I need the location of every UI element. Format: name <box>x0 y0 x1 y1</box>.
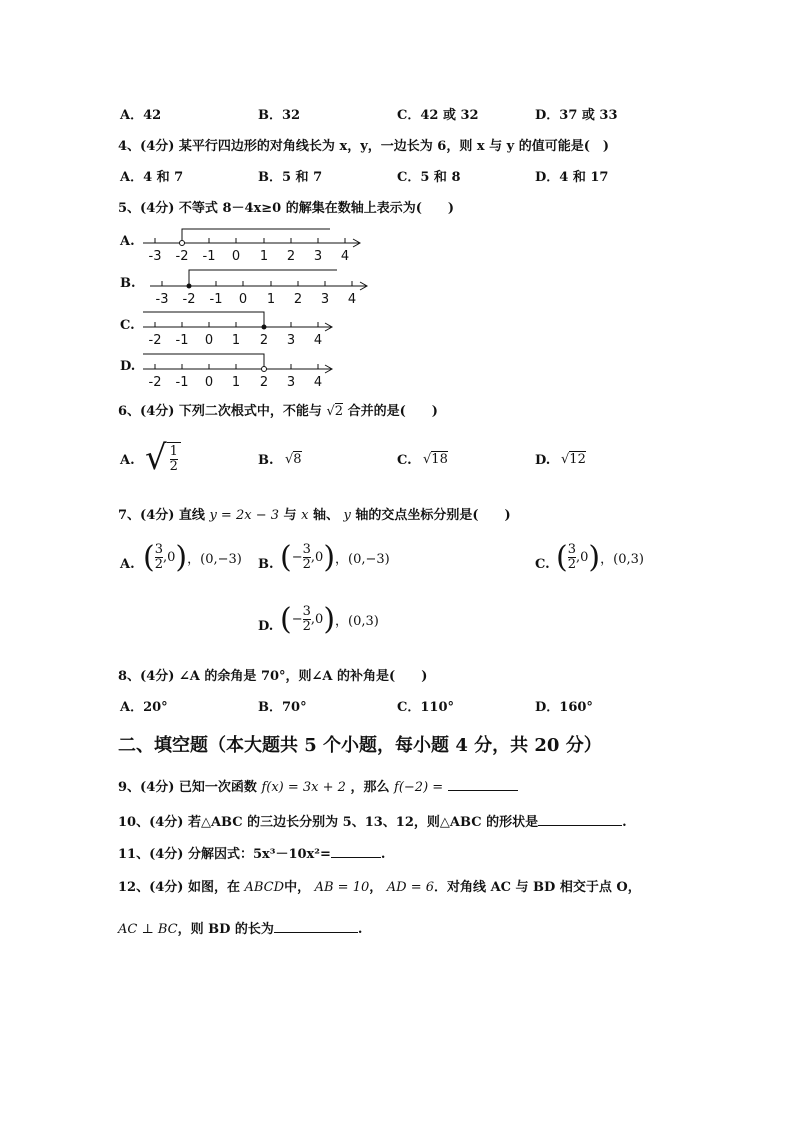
q7-label-a: A. <box>120 557 135 572</box>
tick-label: 1 <box>259 249 269 264</box>
q6-a-denominator: 2 <box>169 459 178 474</box>
q12-post1: ，则 BD 的长为 <box>177 922 274 937</box>
q6-stem-pre: 6、(4分) 下列二次根式中，不能与 <box>118 404 322 419</box>
q6-option-d: √12 <box>561 452 586 467</box>
q8-stem: 8、(4分) ∠A 的余角是 70°，则∠A 的补角是( ) <box>118 669 428 684</box>
q12-ab: AB = 10 <box>314 880 370 895</box>
q3-option-b: B．32 <box>258 108 301 123</box>
frac-num: 3 <box>567 542 576 557</box>
q4-option-a: A．4 和 7 <box>120 170 184 185</box>
tick-label: 3 <box>286 333 296 348</box>
q7-stem-post: 轴的交点坐标分别是( ) <box>355 508 511 523</box>
q8-option-b: B．70° <box>258 700 307 715</box>
q6-stem-radicand: 2 <box>334 404 344 419</box>
q5-stem: 5、(4分) 不等式 8－4x≥0 的解集在数轴上表示为( ) <box>118 201 455 216</box>
tick-label: 0 <box>204 333 214 348</box>
q7-zero: ,0 <box>310 550 324 565</box>
q7-option-c: ( $\frac{3}{2}$ ,0 ) ，(0,3) <box>556 540 644 575</box>
q6-option-a: √ $\frac{1}{2}$ <box>145 438 181 478</box>
q7-zero: ,0 <box>163 550 176 565</box>
q12-mid1: 中， <box>284 880 311 895</box>
q7-option-a: ( $\frac{3}{2}$ ,0 ) ，(0,−3) <box>143 540 242 575</box>
q7-label-b: B. <box>258 557 274 572</box>
q7-stem-mid1: 与 <box>283 508 297 523</box>
frac-den: 2 <box>302 557 311 572</box>
q6-label-d: D. <box>535 453 551 468</box>
tick-label: 3 <box>320 292 330 307</box>
q4-stem: 4、(4分) 某平行四边形的对角线长为 x，y，一边长为 6，则 x 与 y 的值可能是( ) <box>118 139 610 154</box>
q6-label-c: C. <box>397 453 412 468</box>
number-line-b <box>147 267 377 307</box>
q12-acbc: AC ⊥ BC <box>118 922 178 937</box>
q6-d-radicand: 12 <box>569 452 586 467</box>
tick-label: -1 <box>209 292 223 307</box>
q7-a-point: ，(0,−3) <box>187 552 242 567</box>
q6-option-b: √8 <box>285 452 302 467</box>
tick-label: -2 <box>148 333 162 348</box>
frac-den: 2 <box>154 557 163 572</box>
tick-label: -2 <box>175 249 189 264</box>
q7-equation: y = 2x − 3 <box>209 508 279 523</box>
q6-label-b: B. <box>258 453 274 468</box>
q12-answer-blank[interactable] <box>274 918 358 933</box>
q7-x: x <box>301 508 309 523</box>
number-line-c <box>140 308 340 348</box>
q12-abcd: ABCD <box>244 880 285 895</box>
q4-option-c: C．5 和 8 <box>397 170 461 185</box>
q12-pre: 12、(4分) 如图，在 <box>118 880 240 895</box>
q12-ad: AD = 6 <box>386 880 435 895</box>
tick-label: 3 <box>313 249 323 264</box>
frac-num: 3 <box>302 604 311 619</box>
q9-pre: 9、(4分) 已知一次函数 <box>118 780 257 795</box>
q3-option-a: A．42 <box>120 108 162 123</box>
q12-mid2: ．对角线 AC 与 BD 相交于点 O， <box>434 880 641 895</box>
tick-label: 4 <box>313 375 323 390</box>
q6-label-a: A. <box>120 453 135 468</box>
number-line-d <box>140 350 340 390</box>
q12-line1 <box>118 876 641 895</box>
frac-den: 2 <box>302 619 311 634</box>
section-heading: 二、填空题（本大题共 5 个小题，每小题 4 分，共 20 分） <box>118 735 602 756</box>
q9 <box>118 776 518 795</box>
q8-option-d: D．160° <box>535 700 593 715</box>
q4-option-b: B．5 和 7 <box>258 170 323 185</box>
tick-label: 0 <box>231 249 241 264</box>
q7-c-point: ，(0,3) <box>600 552 644 567</box>
tick-label: 3 <box>286 375 296 390</box>
tick-label: -2 <box>182 292 196 307</box>
q7-option-d: ( − $\frac{3}{2}$ ,0 ) ，(0,3) <box>280 602 379 637</box>
q10-pre: 10、(4分) 若△ABC 的三边长分别为 5、13、12，则△ABC 的形状是 <box>118 815 539 830</box>
frac-num: 3 <box>302 542 311 557</box>
q9-value: f(−2) = <box>394 780 444 795</box>
q6-stem-post: 合并的是( ) <box>347 404 438 419</box>
q6-option-c: √18 <box>423 452 448 467</box>
q3-option-c: C．42 或 32 <box>397 108 479 123</box>
q9-answer-blank[interactable] <box>448 776 518 791</box>
q7-stem-pre: 7、(4分) 直线 <box>118 508 205 523</box>
tick-label: -1 <box>202 249 216 264</box>
q6-b-radicand: 8 <box>293 452 302 467</box>
q7-zero: ,0 <box>576 550 589 565</box>
q3-option-d: D．37 或 33 <box>535 108 618 123</box>
q11-answer-blank[interactable] <box>331 843 381 858</box>
tick-label: 2 <box>293 292 303 307</box>
tick-label: 0 <box>204 375 214 390</box>
q10 <box>118 811 627 830</box>
q7-option-b: ( − $\frac{3}{2}$ ,0 ) ，(0,−3) <box>280 540 390 575</box>
q6-stem: 6、(4分) 下列二次根式中，不能与 √2 合并的是( ) <box>118 404 438 419</box>
q4-option-d: D．4 和 17 <box>535 170 609 185</box>
tick-label: 1 <box>231 333 241 348</box>
q12-post2: . <box>357 922 363 937</box>
tick-label: -1 <box>175 333 189 348</box>
tick-label: -3 <box>155 292 169 307</box>
frac-den: 2 <box>567 557 576 572</box>
q7-label-c: C. <box>535 557 550 572</box>
q7-stem <box>118 504 511 523</box>
q7-zero: ,0 <box>310 612 324 627</box>
tick-label: 2 <box>259 375 269 390</box>
q11 <box>118 843 385 862</box>
tick-label: 4 <box>313 333 323 348</box>
q5-label-b: B. <box>120 276 136 291</box>
q12-sep: ， <box>369 880 383 895</box>
tick-label: -1 <box>175 375 189 390</box>
q7-b-point: ，(0,−3) <box>335 552 390 567</box>
tick-label: 4 <box>340 249 350 264</box>
frac-num: 3 <box>154 542 163 557</box>
tick-label: 0 <box>238 292 248 307</box>
tick-label: 4 <box>347 292 357 307</box>
q7-stem-mid2: 轴、 <box>312 508 339 523</box>
tick-label: -2 <box>148 375 162 390</box>
tick-label: -3 <box>148 249 162 264</box>
q6-c-radicand: 18 <box>431 452 448 467</box>
number-line-a <box>140 224 370 264</box>
q11-post: . <box>380 847 386 862</box>
q7-minus: − <box>291 550 303 565</box>
tick-label: 1 <box>231 375 241 390</box>
q7-label-d: D. <box>258 619 274 634</box>
q10-answer-blank[interactable] <box>538 811 622 826</box>
q7-d-point: ，(0,3) <box>335 614 379 629</box>
q5-label-a: A. <box>120 234 135 249</box>
q9-function: f(x) = 3x + 2 <box>261 780 346 795</box>
q6-a-numerator: 1 <box>169 444 178 459</box>
q11-pre: 11、(4分) 分解因式：5x³－10x²= <box>118 847 331 862</box>
tick-label: 1 <box>266 292 276 307</box>
tick-label: 2 <box>286 249 296 264</box>
q7-y: y <box>343 508 351 523</box>
q10-post: . <box>622 815 627 830</box>
q5-label-d: D. <box>120 359 136 374</box>
q8-option-a: A．20° <box>120 700 168 715</box>
q9-mid: ，那么 <box>350 780 390 795</box>
q7-minus: − <box>291 612 303 627</box>
tick-label: 2 <box>259 333 269 348</box>
q5-label-c: C. <box>120 318 135 333</box>
q8-option-c: C．110° <box>397 700 454 715</box>
q12-line2 <box>118 918 362 937</box>
